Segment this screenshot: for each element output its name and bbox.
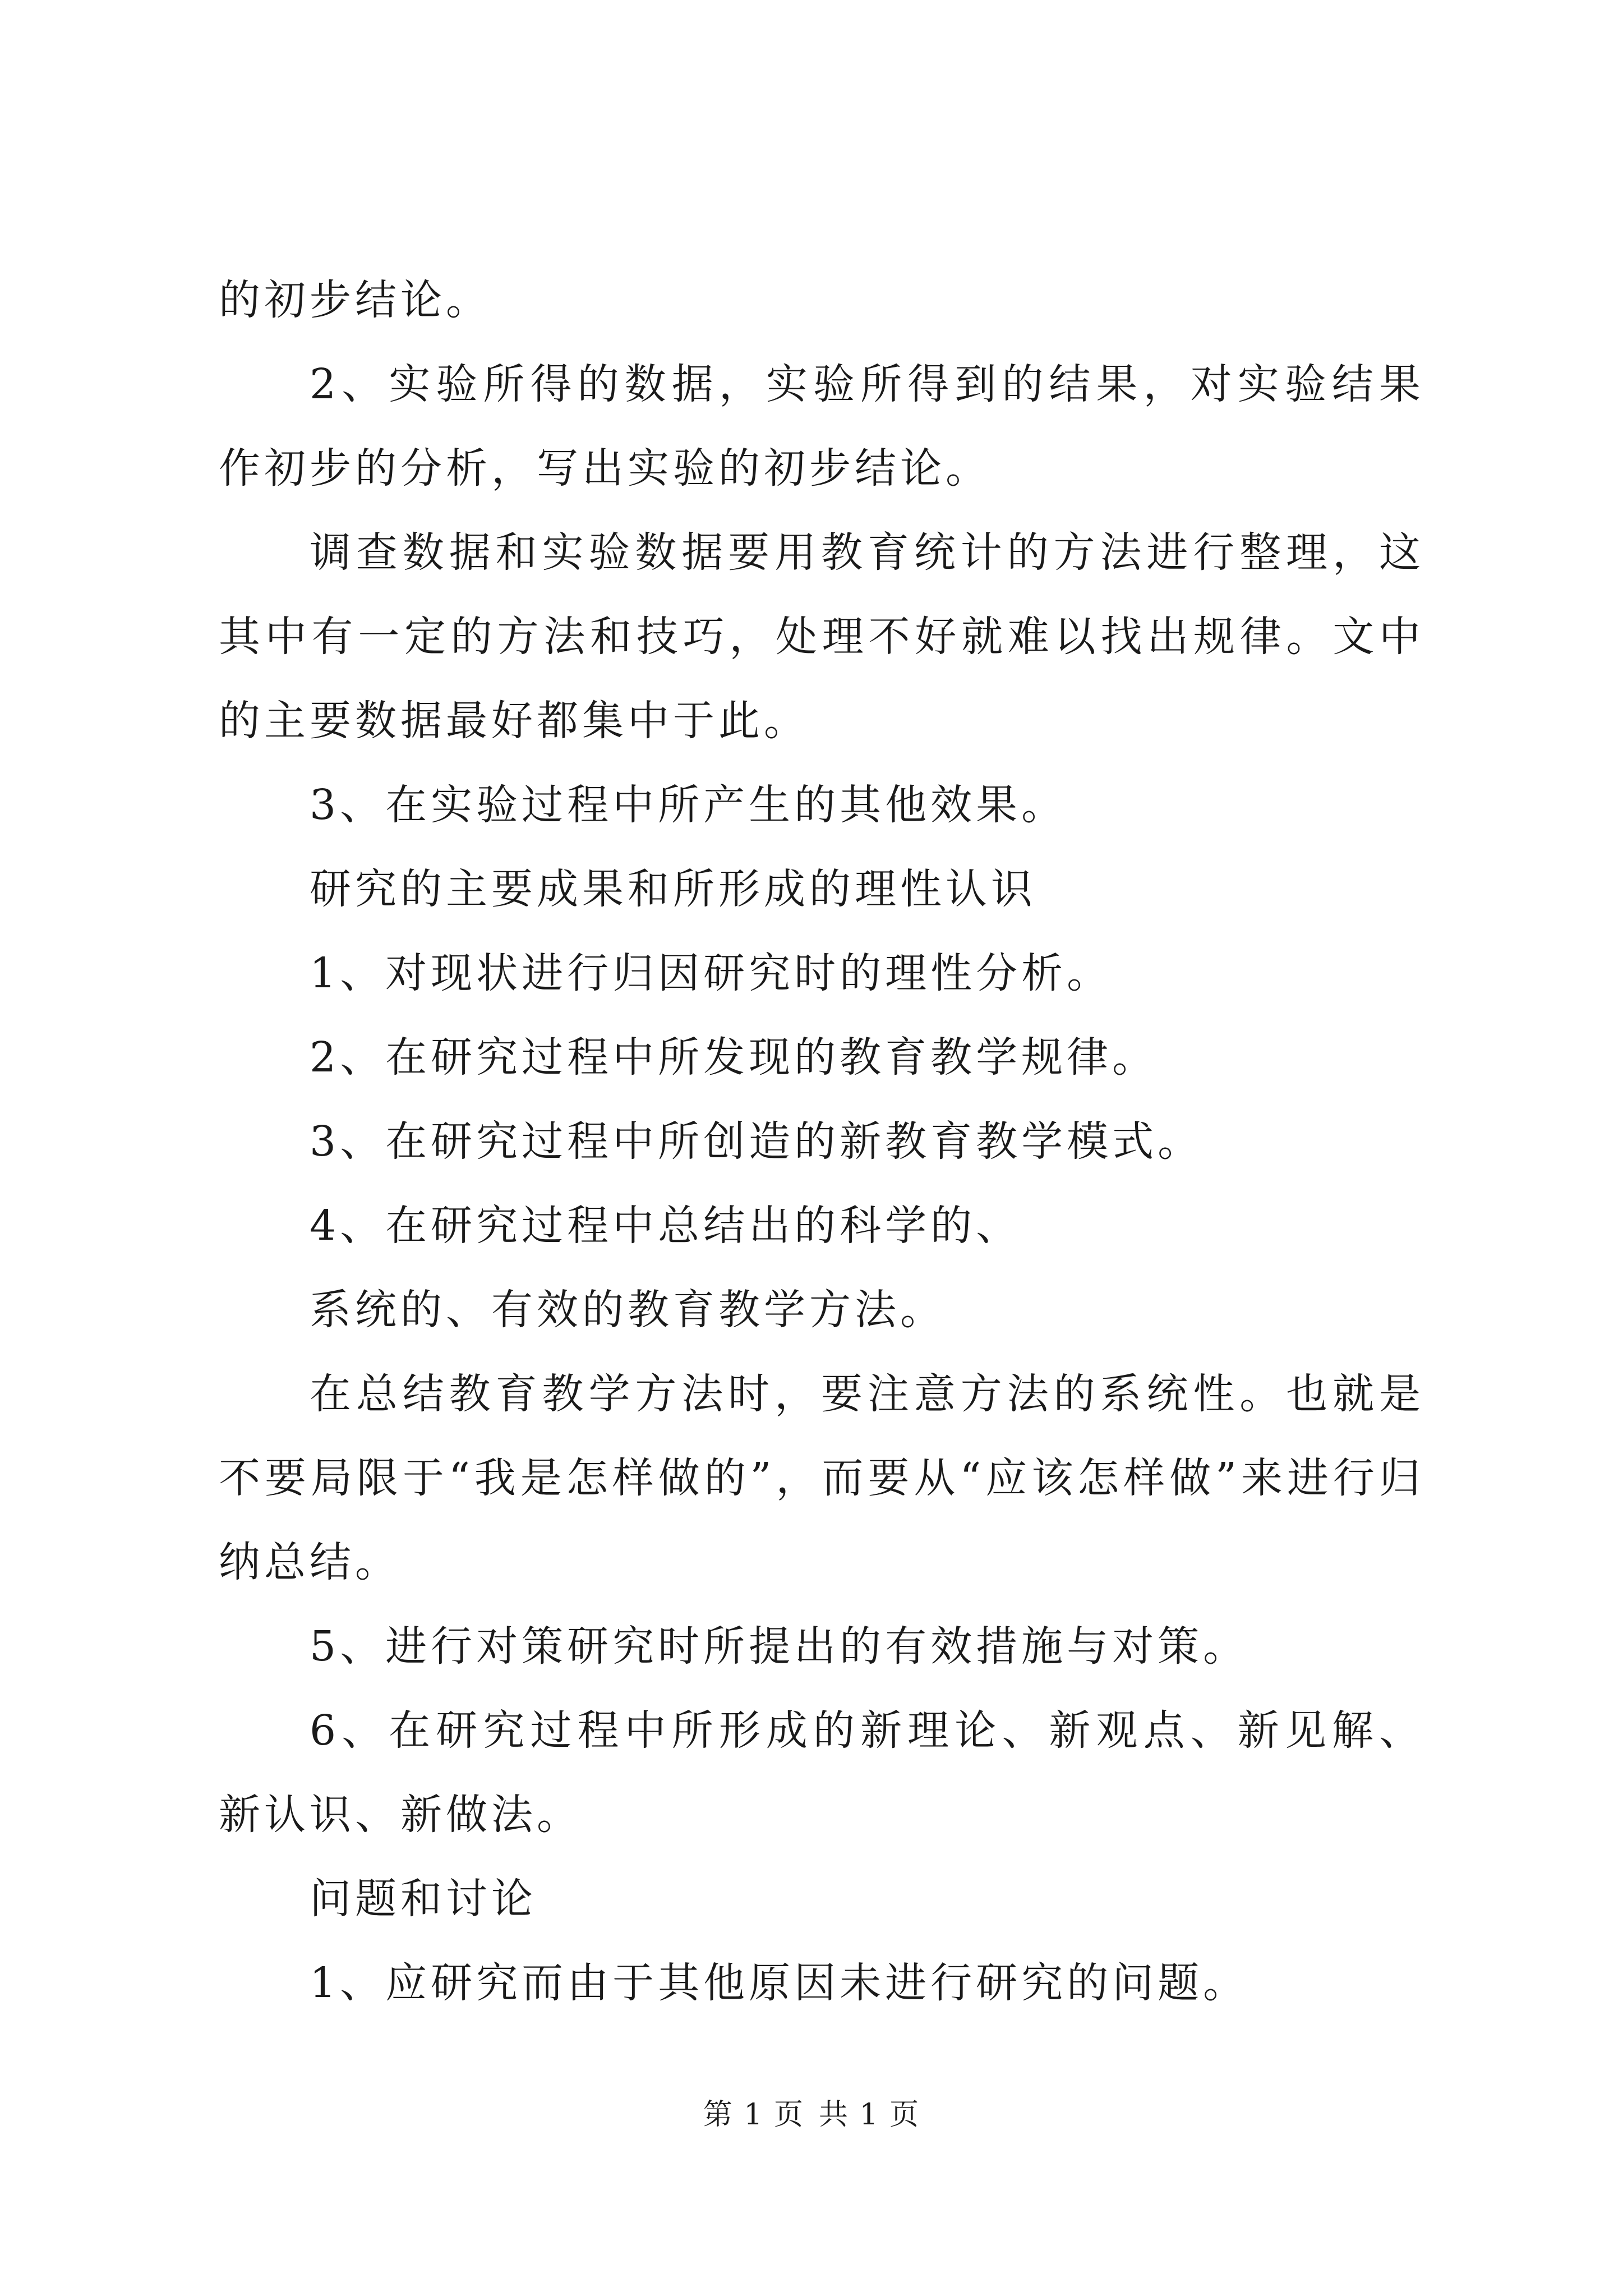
paragraph-4: 3、在实验过程中所产生的其他效果。 [310, 781, 1067, 829]
section-heading-results: 研究的主要成果和所形成的理性认识 [310, 865, 1036, 913]
page-number: 第 1 页 [703, 2098, 804, 2132]
paragraph-15: 1、应研究而由于其他原因未进行研究的问题。 [310, 1959, 1249, 2007]
paragraph-10: 系统的、有效的教育教学方法。 [310, 1286, 946, 1334]
paragraph-1: 的初步结论。 [219, 276, 491, 324]
page-footer [0, 2095, 1623, 2134]
paragraph-3: 调查数据和实验数据要用教育统计的方法进行整理，这其中有一定的方法和技巧，处理不好就难以找出规律。文中的主要数据最好都集中于此。 [219, 528, 1424, 745]
paragraph-6: 1、对现状进行归因研究时的理性分析。 [310, 949, 1113, 997]
paragraph-2: 2、实验所得的数据，实验所得到的结果，对实验结果作初步的分析，写出实验的初步结论。 [219, 360, 1424, 493]
section-heading-discussion: 问题和讨论 [310, 1875, 537, 1923]
paragraph-12: 5、进行对策研究时所提出的有效措施与对策。 [310, 1622, 1249, 1671]
paragraph-9: 4、在研究过程中总结出的科学的、 [310, 1202, 1022, 1250]
paragraph-8: 3、在研究过程中所创造的新教育教学模式。 [310, 1117, 1204, 1166]
page-total: 共 1 页 [819, 2098, 920, 2132]
document-body [219, 258, 1424, 2025]
paragraph-11: 在总结教育教学方法时，要注意方法的系统性。也就是不要局限于“我是怎样做的”，而要从“应该怎样做”来进行归纳总结。 [219, 1370, 1424, 1586]
paragraph-13: 6、在研究过程中所形成的新理论、新观点、新见解、新认识、新做法。 [219, 1706, 1424, 1839]
paragraph-7: 2、在研究过程中所发现的教育教学规律。 [310, 1033, 1158, 1082]
